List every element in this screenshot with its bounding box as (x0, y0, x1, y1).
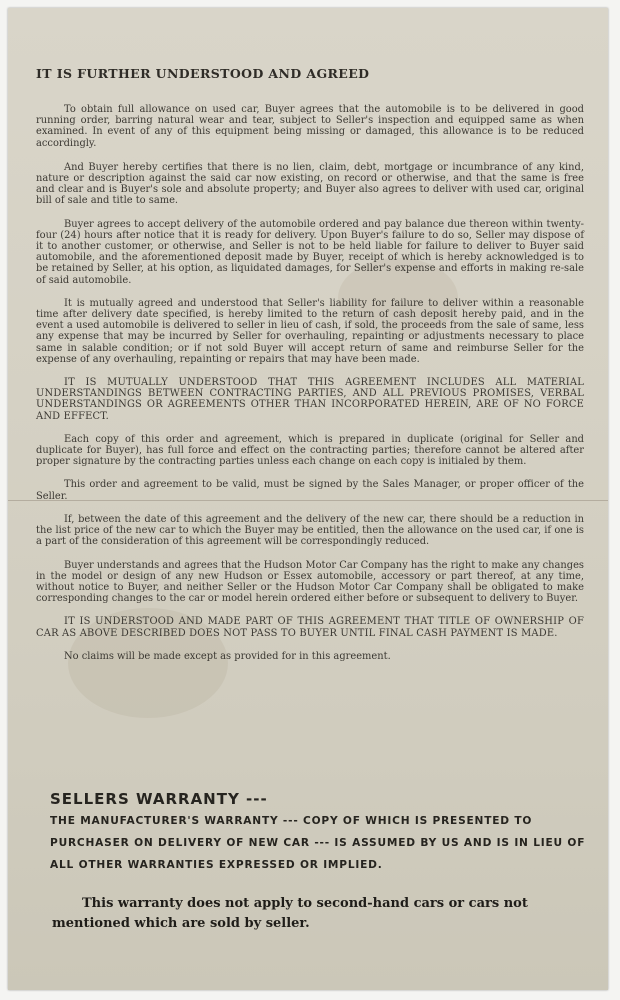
paragraph-used-car-allowance: To obtain full allowance on used car, Buyer agrees that the automobile is to be delivered in good running order, barring natural wear and tear, subject to Seller's inspection and equipped same as when examined. In event of any of this equipment being missing or damaged, this allowance is to be reduced accordingly. (36, 104, 584, 149)
paragraph-seller-liability: It is mutually agreed and understood that Seller's liability for failure to deliver within a reasonable time after delivery date specified, is hereby limited to the return of cash deposit hereby paid, and in the event a used automobile is delivered to seller in lieu of cash, if sold, the proceeds from the sale of same, less any expense that may be incurred by Seller for overhauling, repainting or adjustments necessary to place same in salable condition; or if not sold Buyer will accept return of same and reimburse Seller for the expense of any overhauling, repainting or repairs that may have been made. (36, 297, 584, 365)
warranty-text: THE MANUFACTURER'S WARRANTY --- COPY OF WHICH IS PRESENTED TO PURCHASER ON DELIVERY OF NEW CAR --- IS ASSUMED BY US AND IS IN LIEU OF ALL OTHER WARRANTIES EXPRESSED OR IMPLIED. (50, 815, 586, 871)
paragraph-title-ownership: IT IS UNDERSTOOD AND MADE PART OF THIS AGREEMENT THAT TITLE OF OWNERSHIP OF CAR AS ABOVE DESCRIBED DOES NOT PASS TO BUYER UNTIL FINAL CASH PAYMENT IS MADE. (36, 616, 584, 639)
paragraph-price-reduction: If, between the date of this agreement and the delivery of the new car, there should be a reduction in the list price of the new car to which the Buyer may be entitled, then the allowance on the used car, if one is a part of the consideration of this agreement will be correspondingly reduced. (36, 513, 584, 548)
warranty-title: SELLERS WARRANTY --- (50, 790, 268, 808)
document-heading: IT IS FURTHER UNDERSTOOD AND AGREED (36, 66, 370, 81)
paragraph-delivery-acceptance: Buyer agrees to accept delivery of the automobile ordered and pay balance due thereon within twenty-four (24) hours after notice that it is ready for delivery. Upon Buyer's failure to do so, Seller may dispose of it to another customer, or otherwise, and Seller is not to be held liable for failure to deliver to Buyer said automobile, and the aforementioned deposit made by Buyer, receipt of which is hereby acknowledged is to be retained by Seller, at his option, as liquidated damages, for Seller's expense and efforts in making re-sale of said automobile. (36, 218, 584, 286)
warranty-exclusion-note: This warranty does not apply to second-hand cars or cars not mentioned which are sold by seller. (52, 896, 528, 931)
paragraph-model-changes: Buyer understands and agrees that the Hudson Motor Car Company has the right to make any changes in the model or design of any new Hudson or Essex automobile, accessory or part thereof, at any time, without notice to Buyer, and neither Seller or the Hudson Motor Car Company shall be obligated to make corresponding changes to the car or model herein ordered either before or subsequent to delivery to Buyer. (36, 559, 584, 605)
paragraph-signature-validity: This order and agreement to be valid, must be signed by the Sales Manager, or proper officer of the Seller. (36, 479, 584, 502)
agreement-body (36, 104, 584, 674)
document-page (8, 8, 608, 990)
paragraph-duplicate-copies: Each copy of this order and agreement, which is prepared in duplicate (original for Seller and duplicate for Buyer), has full force and effect on the contracting parties; therefore cannot be altered after proper signature by the contracting parties unless each change on each copy is initialed by them. (36, 433, 584, 468)
paragraph-no-claims: No claims will be made except as provided for in this agreement. (64, 650, 391, 662)
paragraph-entire-agreement: IT IS MUTUALLY UNDERSTOOD THAT THIS AGREEMENT INCLUDES ALL MATERIAL UNDERSTANDINGS BETWEEN CONTRACTING PARTIES, AND ALL PREVIOUS PROMISES, VERBAL UNDERSTANDINGS OR AGREEMENTS OTHER THAN INCORPORATED HEREIN, ARE OF NO FORCE AND EFFECT. (36, 377, 584, 422)
paragraph-lien-certification: And Buyer hereby certifies that there is no lien, claim, debt, mortgage or incumbrance of any kind, nature or description against the said car now existing, on record or otherwise, and that the same is free and clear and is Buyer's sole and absolute property; and Buyer also agrees to deliver with used car, original bill of sale and title to same. (36, 161, 584, 207)
